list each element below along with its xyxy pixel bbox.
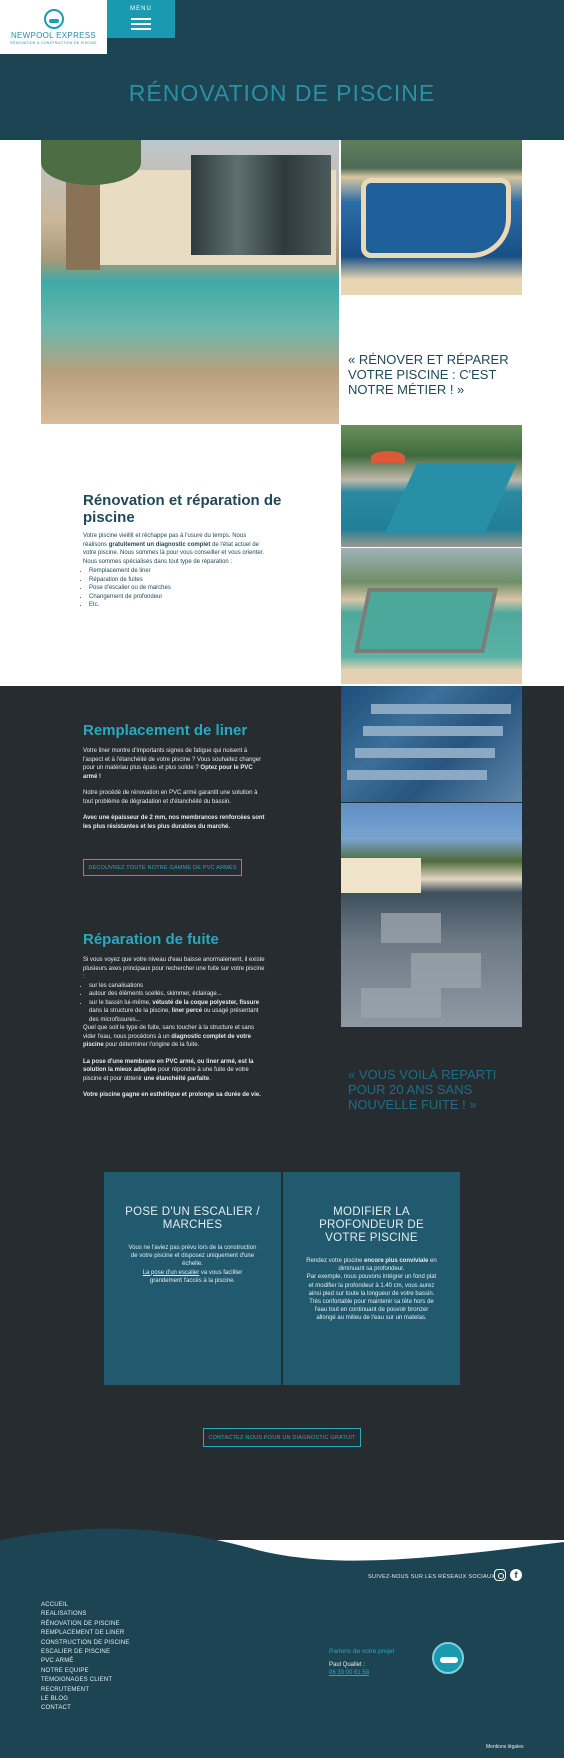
stair-step [347,770,487,780]
card-text: Vous ne l'aviez pas prévu lors de la construction de votre piscine et disposez uniquement d'une échelle. La pose d'un escalier va vous faciliter grandement l'accès à la piscine. [128,1245,257,1284]
logo-name: NEWPOOL EXPRESS [10,31,97,40]
pool-shape [361,178,511,258]
hamburger-icon [131,15,151,33]
footer-logo-icon [432,1642,464,1674]
footer-nav-item[interactable]: ESCALIER DE PISCINE [41,1649,111,1656]
footer-nav-item[interactable]: ACCUEIL [41,1602,69,1608]
photo-curved-pool [341,140,522,295]
renovation-list [83,567,267,610]
renovation-text [83,532,267,610]
leak-text [83,956,267,1108]
leak-paragraph: Quel que soit le type de fuite, sans toucher à la structure et sans vider l'eau, nous procédons à un diagnostic complet de votre piscine pour déterminer l'origine de la fuite. [83,1025,255,1048]
card-depth [283,1172,460,1385]
footer-nav-item[interactable]: RECRUTEMENT [41,1686,90,1693]
leak-title: Réparation de fuite [83,931,219,948]
menu-button[interactable] [107,0,175,38]
contact-title: Parlons de votre projet [329,1648,395,1655]
photo-pool-house [41,140,339,424]
footer-nav-item[interactable]: CONTACT [41,1705,71,1712]
leak-intro: Si vous voyez que votre niveau d'eau baisse anormalement, il existe plusieurs axes principaux pour rechercher une fuite sur votre piscine : [83,957,265,980]
card-text: Rendez votre piscine encore plus conviviale en diminuant sa profondeur. Par exemple, nous pouvons intégrer un fond plat et modifier la profondeur à 1.40 cm, vous aurez ainsi pied sur toute la longueur de votre bassin. Très confortable pour maintenir sa tête hors de l'eau tout en continuant de pouvoir bronzer allongé au milieu de l'eau sur un matelas. [306,1258,437,1322]
contact-name: Paul Quallet : [329,1662,366,1668]
leak-quote: « VOUS VOILÀ REPARTI POUR 20 ANS SANS NOUVELLE FUITE ! » [348,1067,497,1112]
pool-shape [385,463,518,533]
leak-paragraph: Votre piscine gagne en esthétique et prolonge sa durée de vie. [83,1092,261,1098]
house-shape [341,858,421,893]
photo-infinity-pool [341,425,522,547]
list-item: • Remplacement de liner [89,567,267,576]
footer-nav-item[interactable]: REMPLACEMENT DE LINER [41,1630,125,1637]
list-item: • Pose d'escalier ou de marches [89,584,267,593]
footer-nav-item[interactable]: RÉNOVATION DE PISCINE [41,1620,120,1627]
stair-step [371,704,511,714]
contact-phone-link[interactable]: 06 33 00 61 58 [329,1670,370,1676]
stair-step [363,726,503,736]
card-title: POSE D'UN ESCALIER / MARCHES [125,1206,260,1231]
renovation-title: Rénovation et réparation de piscine [83,492,282,526]
legal-link[interactable]: Mentions légales [486,1744,524,1750]
liner-title: Remplacement de liner [83,722,248,739]
photo-rectangular-pool [341,548,522,684]
list-item: • autour des éléments scellés, skimmer, éclairage... [89,990,267,999]
footer-nav-item[interactable]: REALISATIONS [41,1611,87,1618]
footer-nav-item[interactable]: CONSTRUCTION DE PISCINE [41,1639,130,1646]
pvc-range-button[interactable]: DÉCOUVREZ TOUTE NOTRE GAMME DE PVC ARMÉS [83,859,242,876]
card-title: MODIFIER LA PROFONDEUR DE VOTRE PISCINE [319,1206,424,1244]
footer-nav-item[interactable]: TEMOIGNAGES CLIENT [41,1677,113,1684]
social-label: SUIVEZ-NOUS SUR LES RÉSEAUX SOCIAUX [368,1574,496,1580]
leak-list [83,982,267,1025]
list-item: • Changement de profondeur [89,593,267,602]
liner-paragraph: Notre procédé de rénovation en PVC armé garantit une solution à tout problème de dégradation et d'étanchéité du bassin. [83,790,258,805]
logo-tagline: RÉNOVATION & CONSTRUCTION DE PISCINE [10,41,97,45]
photo-liner-pool [341,803,522,1027]
umbrella-shape [371,451,405,463]
footer-nav-item[interactable]: PVC ARMÉ [41,1658,74,1665]
contact-cta-button[interactable]: CONTACTEZ-NOUS POUR UN DIAGNOSTIC GRATUIT [203,1428,361,1447]
logo-wave-icon [44,9,64,29]
footer-nav [41,1601,130,1714]
tile-shape [361,988,441,1018]
footer-nav-item[interactable]: NOTRE EQUIPE [41,1667,89,1674]
stairs-link[interactable]: La pose d'un escalier [142,1269,200,1276]
page-title: RÉNOVATION DE PISCINE [128,80,436,106]
logo[interactable] [0,0,107,54]
list-item: • sur le bassin lui-même, vétusté de la coque polyester, fissure dans la structure de la piscine, liner percé ou usagé présentant des microfissures... [89,999,267,1025]
liner-paragraph: Avec une épaisseur de 2 mm, nos membrances renforcées sont les plus résistantes et les plus durables du marché. [83,815,265,830]
liner-text [83,747,267,839]
instagram-icon[interactable] [494,1569,506,1581]
list-item: • sur les canalisations [89,982,267,991]
list-item: • Réparation de fuites [89,576,267,585]
list-item: • Etc. [89,601,267,610]
menu-label: MENU [130,5,152,12]
leak-paragraph: La pose d'une membrane en PVC armé, ou liner armé, est la solution la mieux adaptée pour répondre à une fuite de votre piscine et pour obtenir une étanchéité parfaite. [83,1058,254,1082]
window-shape [191,155,331,255]
tile-shape [381,913,441,943]
palm-leaves [41,140,141,185]
footer-nav-item[interactable]: LE BLOG [41,1696,69,1703]
facebook-icon[interactable]: f [510,1569,522,1581]
tile-shape [411,953,481,988]
card-stairs [104,1172,281,1385]
pool-shape [354,588,498,653]
stair-step [355,748,495,758]
renovation-paragraph: Votre piscine vieillit et rêchappe pas à l'usure du temps. Nous réalisons gratuitement un diagnostic complet de l'état actuel de votre piscine. Nous sommes là pour vous conseiller et vous orienter. Nous sommes spécialisés dans tout type de réparation : [83,533,265,565]
hero-header [0,0,564,140]
intro-quote: « RÉNOVER ET RÉPARER VOTRE PISCINE : C'EST NOTRE MÉTIER ! » [348,352,509,397]
liner-paragraph: Votre liner montre d'importants signes de fatigue qui nuisent à l'aspect et à l'étanchéité de votre piscine ? Vous souhaitez changer pour un matériau plus épais et plus solide ? Optez pour le PVC armé ! [83,748,262,780]
photo-pool-stairs [341,686,522,802]
